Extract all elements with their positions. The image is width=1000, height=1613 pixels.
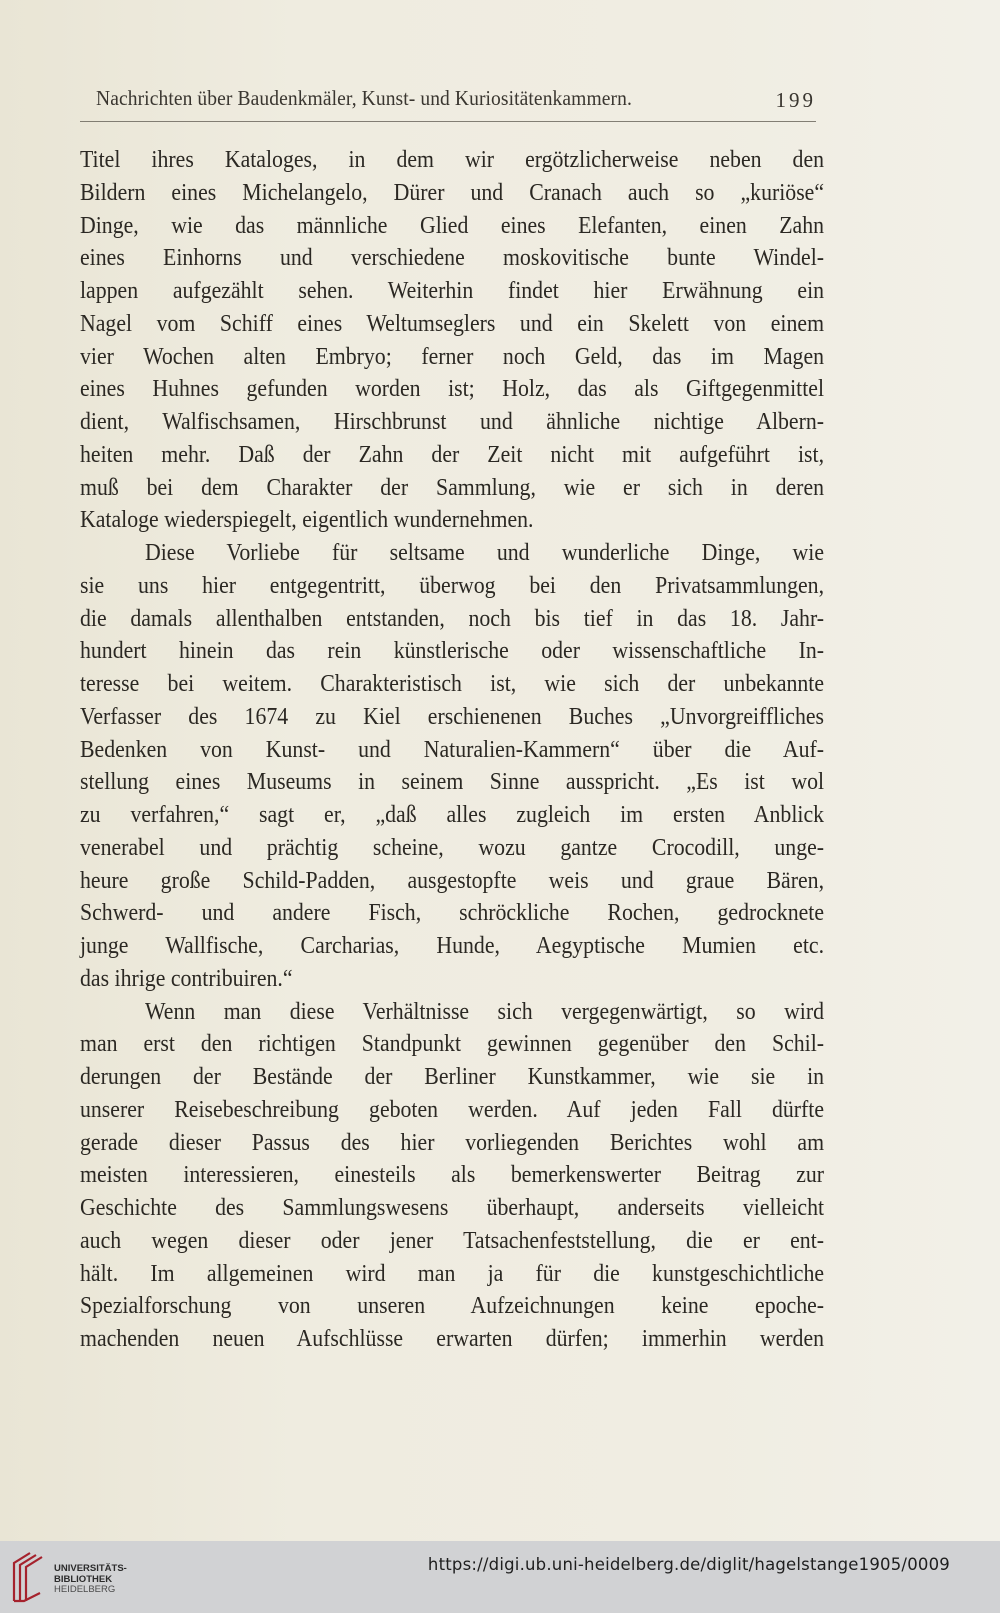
- text-line: Schwerd- und andere Fisch, schröckliche Rochen, gedrocknete: [80, 899, 825, 927]
- text-line: die damals allenthalben entstanden, noch bis tief in das 18. Jahr-: [80, 604, 825, 632]
- text-line: hält. Im allgemeinen wird man ja für die kunstgeschichtliche: [80, 1259, 825, 1287]
- text-line: eines Einhorns und verschiedene moskovitische bunte Windel-: [80, 244, 825, 272]
- text-line: heure große Schild-Padden, ausgestopfte weis und graue Bären,: [80, 866, 825, 894]
- running-head: [96, 86, 816, 116]
- text-line: Kataloge wiederspiegelt, eigentlich wundernehmen.: [80, 506, 534, 534]
- text-line: derungen der Bestände der Berliner Kunstkammer, wie sie in: [80, 1063, 825, 1090]
- text-line: eines Huhnes gefunden worden ist; Holz, das als Giftgegenmittel: [80, 375, 825, 403]
- library-name: [54, 1564, 127, 1596]
- text-line: Geschichte des Sammlungswesens überhaupt, anderseits vielleicht: [80, 1194, 825, 1221]
- library-name-line-1: UNIVERSITÄTS-: [54, 1563, 127, 1574]
- text-line: unserer Reisebeschreibung geboten werden. Auf jeden Fall dürfte: [80, 1095, 825, 1123]
- text-line: Diese Vorliebe für seltsame und wunderliche Dinge, wie: [144, 539, 825, 566]
- page-number: 199: [775, 88, 816, 112]
- running-head-title: Nachrichten über Baudenkmäler, Kunst- und Kuriositätenkammern.: [96, 86, 632, 110]
- text-line: vier Wochen alten Embryo; ferner noch Geld, das im Magen: [80, 342, 825, 370]
- text-line: heiten mehr. Daß der Zahn der Zeit nicht mit aufgeführt ist,: [80, 440, 825, 468]
- text-line: Verfasser des 1674 zu Kiel erschienenen Buches „Unvorgreiffliches: [80, 702, 825, 730]
- text-line: hundert hinein das rein künstlerische oder wissenschaftliche In-: [80, 637, 825, 665]
- text-line: meisten interessieren, einesteils als bemerkenswerter Beitrag zur: [80, 1161, 825, 1189]
- text-line: sie uns hier entgegentritt, überwog bei den Privatsammlungen,: [80, 571, 825, 599]
- text-line: Spezialforschung von unseren Aufzeichnungen keine epoche-: [80, 1292, 825, 1320]
- text-line: stellung eines Museums in seinem Sinne ausspricht. „Es ist wol: [80, 768, 825, 796]
- text-line: gerade dieser Passus des hier vorliegenden Berichtes wohl am: [80, 1128, 825, 1156]
- header-rule: [80, 121, 816, 122]
- text-line: dient, Walfischsamen, Hirschbrunst und ähnliche nichtige Albern-: [80, 408, 825, 435]
- ub-heidelberg-logo-icon: [10, 1551, 50, 1605]
- text-line: Wenn man diese Verhältnisse sich vergegenwärtigt, so wird: [144, 997, 825, 1025]
- text-line: man erst den richtigen Standpunkt gewinnen gegenüber den Schil-: [80, 1030, 825, 1058]
- text-line: Bedenken von Kunst- und Naturalien-Kammern“ über die Auf-: [80, 735, 825, 763]
- text-line: teresse bei weitem. Charakteristisch ist, wie sich der unbekannte: [80, 670, 825, 697]
- library-name-line-2: BIBLIOTHEK: [54, 1573, 113, 1585]
- text-line: zu verfahren,“ sagt er, „daß alles zugleich im ersten Anblick: [80, 801, 825, 828]
- text-line: Bildern eines Michelangelo, Dürer und Cranach auch so „kuriöse“: [80, 178, 825, 206]
- text-line: Nagel vom Schiff eines Weltumseglers und ein Skelett von einem: [80, 309, 825, 337]
- footer-band: [0, 1541, 1000, 1613]
- text-line: venerabel und prächtig scheine, wozu gantze Crocodill, unge-: [80, 833, 825, 861]
- text-line: das ihrige contribuiren.“: [80, 964, 293, 992]
- text-line: Dinge, wie das männliche Glied eines Elefanten, einen Zahn: [80, 211, 825, 239]
- text-line: machenden neuen Aufschlüsse erwarten dürfen; immerhin werden: [80, 1325, 825, 1352]
- text-line: muß bei dem Charakter der Sammlung, wie er sich in deren: [80, 473, 825, 501]
- text-line: lappen aufgezählt sehen. Weiterhin findet hier Erwähnung ein: [80, 277, 825, 304]
- library-name-line-3: HEIDELBERG: [54, 1584, 116, 1595]
- permalink-url[interactable]: https://digi.ub.uni-heidelberg.de/diglit/hagelstange1905/0009: [427, 1555, 950, 1574]
- body-text: [80, 144, 824, 1356]
- text-line: Titel ihres Kataloges, in dem wir ergötzlicherweise neben den: [80, 146, 825, 173]
- text-line: auch wegen dieser oder jener Tatsachenfeststellung, die er ent-: [80, 1226, 825, 1254]
- text-line: junge Wallfische, Carcharias, Hunde, Aegyptische Mumien etc.: [80, 932, 825, 959]
